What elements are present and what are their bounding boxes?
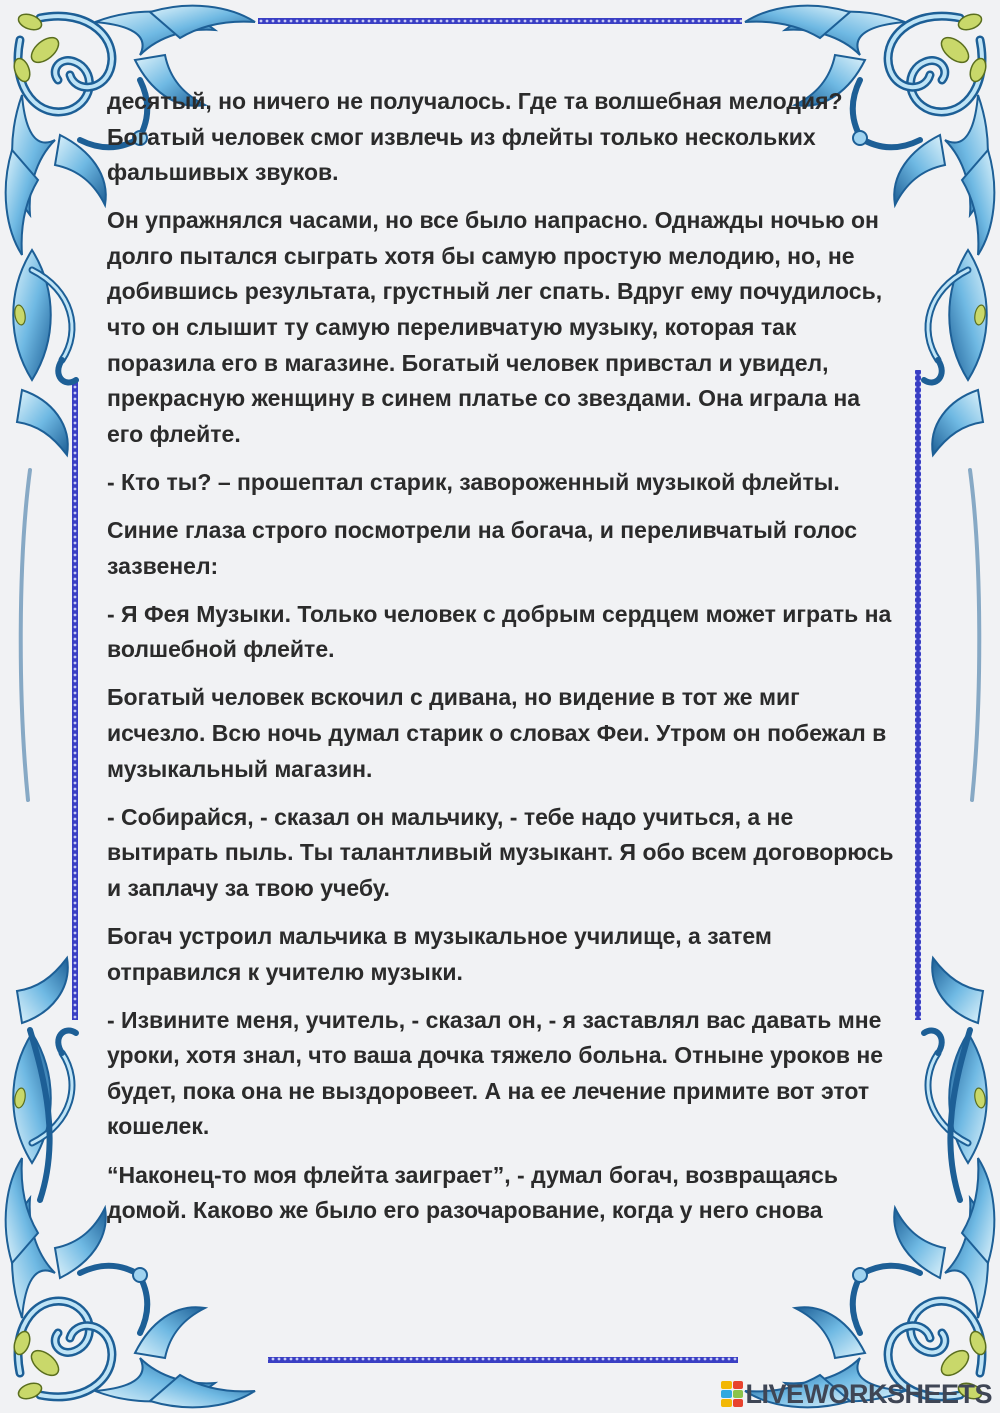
paragraph: Богатый человек вскочил с дивана, но видение в тот же миг исчезло. Всю ночь думал старик о словах Феи. Утром он побежал в музыкальный магазин. bbox=[107, 684, 887, 782]
paragraph: “Наконец-то моя флейта заиграет”, - думал богач, возвращаясь домой. Каково же было его разочарование, когда у него снова bbox=[107, 1161, 838, 1224]
paragraph: - Я Фея Музыки. Только человек с добрым сердцем может играть на волшебной флейте. bbox=[107, 600, 892, 663]
paragraph: - Кто ты? – прошептал старик, завороженный музыкой флейты. bbox=[107, 468, 840, 495]
left-ornament-lower bbox=[13, 958, 76, 1163]
story-text bbox=[107, 84, 897, 1241]
paragraph: Он упражнялся часами, но все было напрасно. Однажды ночью он долго пытался сыграть хотя бы самую простую мелодию, но, не добившись результата, грустный лег спать. Вдруг ему почудилось, что он слышит ту самую переливчатую музыку, которая так поразила его в магазине. Богатый человек привстал и увидел, прекрасную женщину в синем платье со звездами. Она играла на его флейте. bbox=[107, 207, 883, 447]
liveworksheets-logo[interactable] bbox=[721, 1377, 992, 1411]
paragraph: Синие глаза строго посмотрели на богача, и переливчатый голос зазвенел: bbox=[107, 517, 857, 579]
paragraph: - Собирайся, - сказал он мальчику, - тебе надо учиться, а не вытирать пыль. Ты талантливый музыкант. Я обо всем договорюсь и заплачу за твою учебу. bbox=[107, 803, 894, 901]
bottom-border-line bbox=[268, 1357, 738, 1363]
logo-badge-icon bbox=[721, 1381, 743, 1407]
left-ornament-upper bbox=[13, 250, 76, 455]
paragraph: - Извините меня, учитель, - сказал он, - я заставлял вас давать мне уроки, хотя знал, что ваша дочка тяжело больна. Отныне уроков не будет, пока она не выздоровеет. А на ее лечение примите вот этот кошелек. bbox=[107, 1006, 884, 1140]
left-border-line bbox=[72, 380, 78, 1020]
right-ornament-upper bbox=[924, 250, 987, 455]
right-border-line bbox=[915, 370, 921, 1020]
logo-text: LIVEWORKSHEETS bbox=[745, 1378, 992, 1409]
paragraph: Богач устроил мальчика в музыкальное училище, а затем отправился к учителю музыки. bbox=[107, 922, 772, 985]
paragraph: десятый, но ничего не получалось. Где та волшебная мелодия? Богатый человек смог извлечь из флейты только нескольких фальшивых звуков. bbox=[107, 88, 843, 186]
right-ornament-lower bbox=[924, 958, 987, 1163]
top-border-line bbox=[258, 18, 742, 24]
